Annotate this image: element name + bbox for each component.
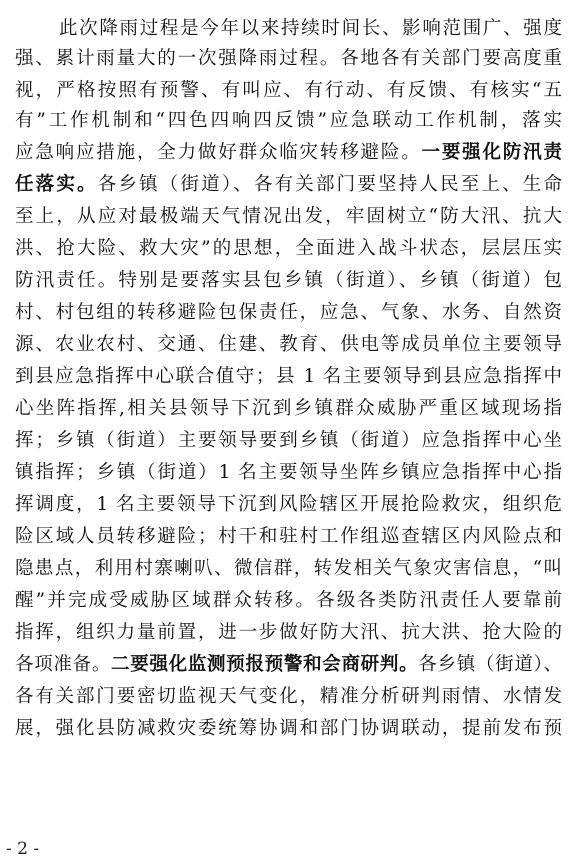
body-text: 隐患点，利用村寨喇叭、微信群，转发相关气象灾害信息，“叫 bbox=[15, 558, 562, 579]
text-line bbox=[15, 362, 562, 392]
text-line bbox=[15, 714, 562, 744]
bold-heading-text: 任落实。 bbox=[15, 174, 98, 195]
body-text: 有”工作机制和“四色四响四反馈”应急联动工作机制，落实 bbox=[15, 110, 562, 131]
body-text: 视，严格按照有预警、有叫应、有行动、有反馈、有核实“五 bbox=[15, 80, 562, 101]
text-line bbox=[15, 458, 562, 488]
body-text: 醒”并完成受威胁区域群众转移。各级各类防汛责任人要靠前 bbox=[15, 590, 562, 611]
text-line bbox=[15, 234, 562, 264]
body-text: 各乡镇（街道）、 bbox=[418, 654, 562, 675]
text-line bbox=[15, 202, 562, 232]
page-number: - 2 - bbox=[6, 839, 40, 859]
text-line bbox=[15, 682, 562, 712]
body-text: 应急响应措施，全力做好群众临灾转移避险。 bbox=[15, 142, 422, 163]
text-line bbox=[15, 106, 562, 136]
body-text: 此次降雨过程是今年以来持续时间长、影响范围广、强度 bbox=[59, 18, 562, 39]
text-line bbox=[15, 618, 562, 648]
body-text: 挥调度，1 名主要领导下沉到风险辖区开展抢险救灾，组织危 bbox=[15, 494, 562, 515]
text-line bbox=[15, 394, 562, 424]
text-line bbox=[15, 650, 562, 680]
body-text: 各有关部门要密切监视天气变化，精准分析研判雨情、水情发 bbox=[15, 686, 562, 707]
bold-heading-text: 一要强化防汛责 bbox=[421, 142, 562, 163]
text-line bbox=[15, 266, 562, 296]
text-line bbox=[15, 44, 562, 74]
text-line bbox=[15, 426, 562, 456]
body-text: 险区域人员转移避险；村干和驻村工作组巡查辖区内风险点和 bbox=[15, 526, 562, 547]
body-text: 心坐阵指挥,相关县领导下沉到乡镇群众威胁严重区域现场指 bbox=[15, 398, 562, 419]
body-text: 至上，从应对最极端天气情况出发，牢固树立“防大汛、抗大 bbox=[15, 206, 562, 227]
body-text: 村、村包组的转移避险包保责任，应急、气象、水务、自然资 bbox=[15, 302, 562, 323]
text-line bbox=[15, 586, 562, 616]
body-text: 展，强化县防减救灾委统筹协调和部门协调联动，提前发布预 bbox=[15, 718, 562, 739]
body-text: 各项准备。 bbox=[15, 654, 112, 675]
body-text: 挥；乡镇（街道）主要领导要到乡镇（街道）应急指挥中心坐 bbox=[15, 430, 562, 451]
text-line bbox=[15, 138, 562, 168]
body-text: 到县应急指挥中心联合值守；县 1 名主要领导到县应急指挥中 bbox=[15, 366, 562, 387]
bold-heading-text: 二要强化监测预报预警和会商研判。 bbox=[111, 654, 419, 675]
text-line bbox=[15, 522, 562, 552]
text-line bbox=[15, 330, 562, 360]
body-text: 强、累计雨量大的一次强降雨过程。各地各有关部门要高度重 bbox=[15, 48, 562, 69]
text-line bbox=[15, 14, 562, 44]
body-text: 镇指挥；乡镇（街道）1 名主要领导坐阵乡镇应急指挥中心指 bbox=[15, 462, 562, 483]
body-text: 指挥，组织力量前置，进一步做好防大汛、抗大洪、抢大险的 bbox=[15, 622, 562, 643]
text-line bbox=[15, 76, 562, 106]
text-line bbox=[15, 298, 562, 328]
body-text: 源、农业农村、交通、住建、教育、供电等成员单位主要领导 bbox=[15, 334, 562, 355]
text-line bbox=[15, 170, 562, 200]
body-text: 防汛责任。特别是要落实县包乡镇（街道）、乡镇（街道）包 bbox=[15, 270, 562, 291]
body-text: 洪、抢大险、救大灾”的思想，全面进入战斗状态，层层压实 bbox=[15, 238, 562, 259]
text-line bbox=[15, 554, 562, 584]
text-line bbox=[15, 490, 562, 520]
body-text: 各乡镇（街道）、各有关部门要坚持人民至上、生命 bbox=[97, 174, 562, 195]
